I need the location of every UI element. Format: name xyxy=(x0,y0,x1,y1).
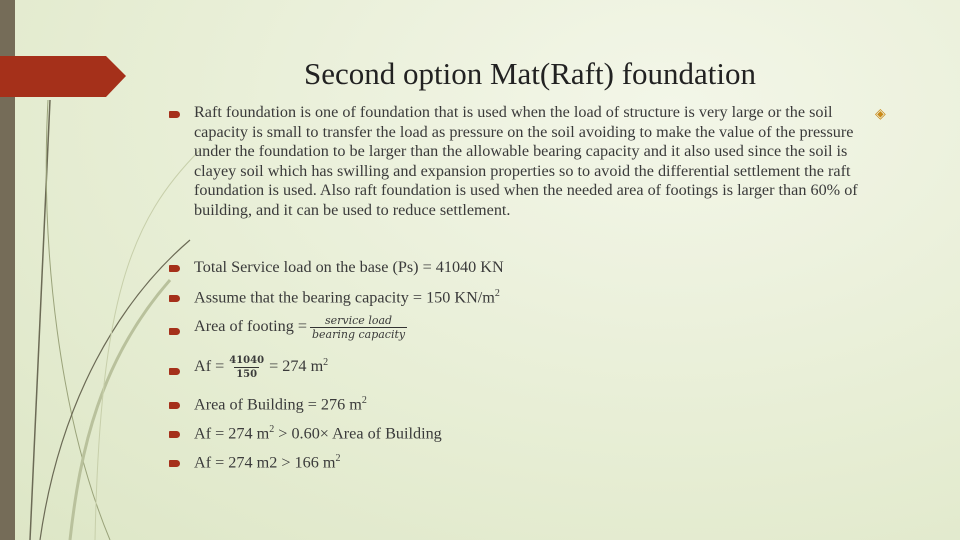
sup: 2 xyxy=(361,395,367,406)
comparison-1 xyxy=(194,424,442,443)
bearing-text: Assume that the bearing capacity = 150 KN/m xyxy=(194,288,495,307)
numerator: service load xyxy=(325,314,393,327)
bullet-icon xyxy=(169,295,180,302)
fraction xyxy=(227,354,266,381)
cmp-text: > 0.60× Area of Building xyxy=(274,424,442,443)
bearing-capacity xyxy=(194,288,500,307)
af-label: Af = xyxy=(194,357,225,376)
formula-label: Area of footing = xyxy=(194,317,307,336)
building-text: Area of Building = 276 m xyxy=(194,395,362,414)
title-banner xyxy=(0,56,126,97)
bullet-icon xyxy=(169,460,180,467)
sup: 2 xyxy=(494,288,500,299)
area-of-building xyxy=(194,395,367,414)
bullet-icon xyxy=(169,402,180,409)
cmp-text: Af = 274 m2 > 166 m xyxy=(194,453,336,472)
bullet-icon xyxy=(169,368,180,375)
af-calculation xyxy=(194,354,328,381)
total-load: Total Service load on the base (Ps) = 41040 KN xyxy=(194,258,504,276)
cmp-text: Af = 274 m xyxy=(194,424,270,443)
bullet-icon xyxy=(169,431,180,438)
fraction xyxy=(310,314,407,341)
sup: 2 xyxy=(323,356,329,368)
numerator: 41040 xyxy=(229,355,265,366)
diamond-icon: ◈ xyxy=(875,106,886,122)
sup: 2 xyxy=(335,453,341,464)
bullet-icon xyxy=(169,328,180,335)
bullet-icon xyxy=(169,265,180,272)
area-of-footing-formula xyxy=(194,314,410,341)
denominator: 150 xyxy=(236,369,258,380)
raft-description: Raft foundation is one of foundation that is used when the load of structure is very large or the soil capacity is small to transfer the load as pressure on the soil avoiding to make the value of the pressure under the foundation to be larger than the allowable bearing capacity and it also used since the soil is clayey soil which has swilling and expansion properties so to avoid the differential settlement the raft foundation is used. Also raft foundation is used when the needed area of footings is larger than 60% of building, and it can be used to reduce settlement. xyxy=(194,103,858,219)
comparison-2 xyxy=(194,453,340,472)
slide-title: Second option Mat(Raft) foundation xyxy=(304,56,756,91)
denominator: bearing capacity xyxy=(311,328,406,341)
af-result: = 274 m xyxy=(269,357,324,376)
sup: 2 xyxy=(269,424,275,435)
bullet-icon xyxy=(169,111,180,118)
